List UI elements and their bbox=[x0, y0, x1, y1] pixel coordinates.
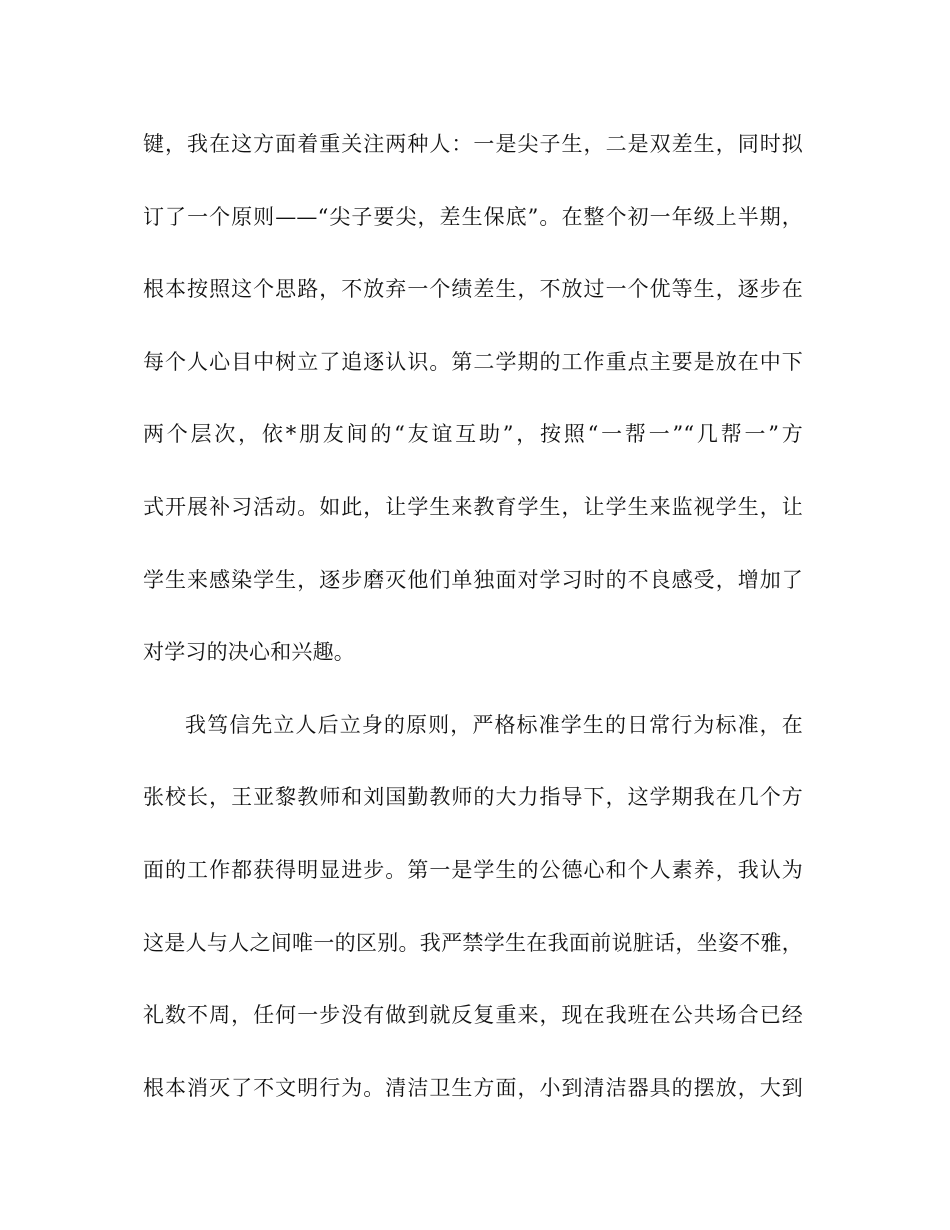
text-line-5: 两个层次，依*朋友间的“友谊互助”，按照“一帮一”“几帮一”方 bbox=[143, 422, 803, 447]
text-line-11: 面的工作都获得明显进步。第一是学生的公德心和个人素养，我认为 bbox=[143, 857, 803, 882]
body-text bbox=[143, 122, 803, 1138]
text-line-9: 我笃信先立人后立身的原则，严格标准学生的日常行为标准，在 bbox=[185, 712, 803, 737]
text-line-1: 键，我在这方面着重关注两种人：一是尖子生，二是双差生，同时拟 bbox=[143, 132, 803, 156]
text-line-12: 这是人与人之间唯一的区别。我严禁学生在我面前说脏话，坐姿不雅， bbox=[143, 930, 803, 955]
text-line-10: 张校长，王亚黎教师和刘国勤教师的大力指导下，这学期我在几个方 bbox=[143, 785, 803, 810]
text-line-13: 礼数不周，任何一步没有做到就反复重来，现在我班在公共场合已经 bbox=[143, 1003, 803, 1028]
text-line-2: 订了一个原则——“尖子要尖，差生保底”。在整个初一年级上半期， bbox=[143, 204, 803, 229]
text-line-3: 根本按照这个思路，不放弃一个绩差生，不放过一个优等生，逐步在 bbox=[143, 277, 803, 302]
text-line-14: 根本消灭了不文明行为。清洁卫生方面，小到清洁器具的摆放，大到 bbox=[143, 1075, 803, 1100]
text-line-7: 学生来感染学生，逐步磨灭他们单独面对学习时的不良感受，增加了 bbox=[143, 567, 803, 592]
text-line-4: 每个人心目中树立了追逐认识。第二学期的工作重点主要是放在中下 bbox=[143, 349, 803, 374]
text-line-8: 对学习的决心和兴趣。 bbox=[143, 640, 355, 665]
text-line-6: 式开展补习活动。如此，让学生来教育学生，让学生来监视学生，让 bbox=[143, 494, 803, 519]
